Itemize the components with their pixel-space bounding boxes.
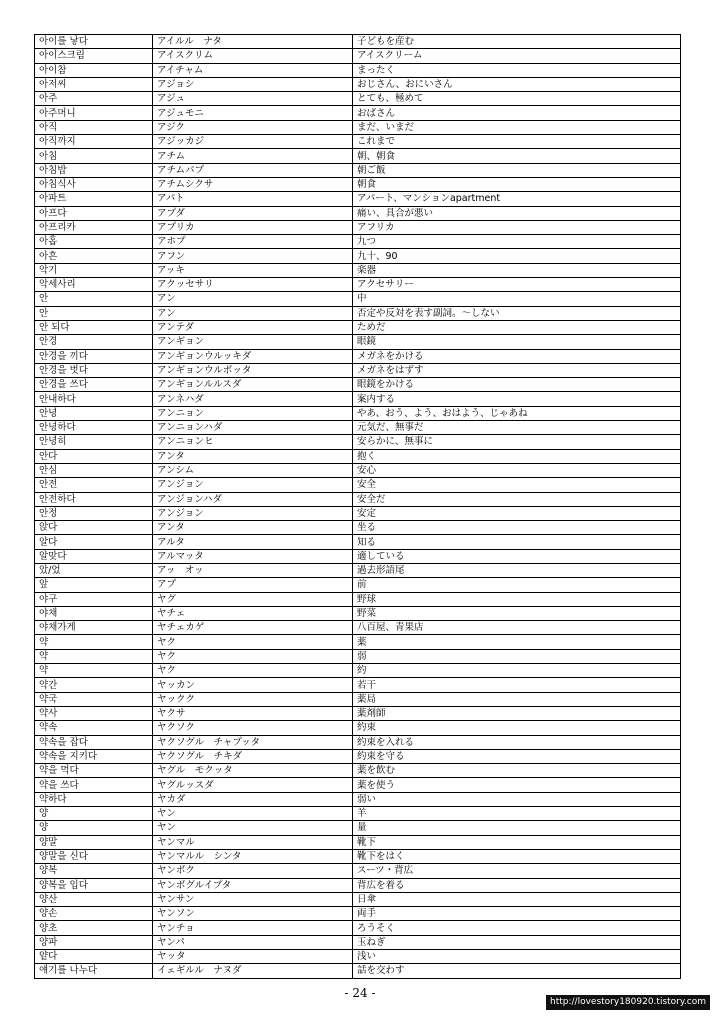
korean-word-cell: 아직까지 [35,135,153,149]
katakana-reading-cell: アイスクリム [153,49,353,63]
korean-word-cell: 안 되다 [35,320,153,334]
table-row [35,878,681,892]
watermark-url: http://lovestory180920.tistory.com [546,995,710,1010]
korean-word-cell: 안녕히 [35,435,153,449]
korean-word-cell: 약하다 [35,792,153,806]
japanese-meaning-cell: 朝ご飯 [353,163,681,177]
japanese-meaning-cell: おじさん、おにいさん [353,77,681,91]
katakana-reading-cell: アンギョンルルスダ [153,378,353,392]
japanese-meaning-cell: メガネをかける [353,349,681,363]
japanese-meaning-cell: 安定 [353,506,681,520]
japanese-meaning-cell: これまで [353,135,681,149]
katakana-reading-cell: ヤンチョ [153,921,353,935]
table-row [35,421,681,435]
katakana-reading-cell: ヤクソク [153,721,353,735]
table-row [35,35,681,49]
korean-word-cell: 야구 [35,592,153,606]
japanese-meaning-cell: 薬局 [353,692,681,706]
table-row [35,864,681,878]
katakana-reading-cell: ヤク [153,649,353,663]
table-row [35,363,681,377]
table-row [35,435,681,449]
korean-word-cell: 안경 [35,335,153,349]
table-row [35,749,681,763]
katakana-reading-cell: ヤクサ [153,706,353,720]
korean-word-cell: 아프다 [35,206,153,220]
table-row [35,292,681,306]
table-row [35,592,681,606]
table-row [35,764,681,778]
japanese-meaning-cell: とても、極めて [353,92,681,106]
table-row [35,706,681,720]
katakana-reading-cell: ヤッカン [153,678,353,692]
table-row [35,192,681,206]
katakana-reading-cell: アパト [153,192,353,206]
table-row [35,220,681,234]
table-row [35,49,681,63]
table-row [35,249,681,263]
katakana-reading-cell: アンニョン [153,406,353,420]
katakana-reading-cell: ヤンサン [153,892,353,906]
table-row [35,563,681,577]
korean-word-cell: 양 [35,821,153,835]
table-row [35,77,681,91]
table-row [35,649,681,663]
korean-word-cell: 알다 [35,535,153,549]
katakana-reading-cell: アンタ [153,521,353,535]
korean-word-cell: 약간 [35,678,153,692]
table-row [35,950,681,964]
table-row [35,892,681,906]
korean-word-cell: 양말 [35,835,153,849]
japanese-meaning-cell: 八百屋、青果店 [353,621,681,635]
table-row [35,235,681,249]
japanese-meaning-cell: 抱く [353,449,681,463]
katakana-reading-cell: アン [153,306,353,320]
katakana-reading-cell: アンギョン [153,335,353,349]
korean-word-cell: 아이를 낳다 [35,35,153,49]
japanese-meaning-cell: 話を交わす [353,964,681,978]
katakana-reading-cell: ヤクソグル チャプッタ [153,735,353,749]
katakana-reading-cell: ヤグルッスダ [153,778,353,792]
katakana-reading-cell: ヤンボグルイプタ [153,878,353,892]
katakana-reading-cell: アチム [153,149,353,163]
korean-word-cell: 안심 [35,463,153,477]
korean-word-cell: 아이스크림 [35,49,153,63]
table-row [35,149,681,163]
korean-word-cell: 아홉 [35,235,153,249]
table-row [35,349,681,363]
table-row [35,578,681,592]
korean-word-cell: 아흔 [35,249,153,263]
katakana-reading-cell: ヤンパ [153,935,353,949]
japanese-meaning-cell: 若干 [353,678,681,692]
japanese-meaning-cell: 朝、朝食 [353,149,681,163]
korean-word-cell: 앞 [35,578,153,592]
table-row [35,621,681,635]
japanese-meaning-cell: 安全だ [353,492,681,506]
japanese-meaning-cell: まだ、いまだ [353,120,681,134]
korean-word-cell: 아침 [35,149,153,163]
korean-word-cell: 양초 [35,921,153,935]
japanese-meaning-cell: 日傘 [353,892,681,906]
japanese-meaning-cell: 約束を入れる [353,735,681,749]
korean-word-cell: 얕다 [35,950,153,964]
table-row [35,521,681,535]
table-row [35,492,681,506]
japanese-meaning-cell: メガネをはずす [353,363,681,377]
korean-word-cell: 아프리카 [35,220,153,234]
japanese-meaning-cell: 中 [353,292,681,306]
table-row [35,463,681,477]
katakana-reading-cell: ヤク [153,664,353,678]
korean-word-cell: 안 [35,306,153,320]
table-row [35,92,681,106]
japanese-meaning-cell: スーツ・背広 [353,864,681,878]
japanese-meaning-cell: 約束 [353,721,681,735]
korean-word-cell: 안녕하다 [35,421,153,435]
korean-word-cell: 안녕 [35,406,153,420]
japanese-meaning-cell: 薬を使う [353,778,681,792]
korean-word-cell: 아파트 [35,192,153,206]
katakana-reading-cell: ヤグ [153,592,353,606]
japanese-meaning-cell: アパート、マンションapartment [353,192,681,206]
korean-word-cell: 얘기를 나누다 [35,964,153,978]
table-row [35,320,681,334]
katakana-reading-cell: アイルル ナタ [153,35,353,49]
katakana-reading-cell: イェギルル ナヌダ [153,964,353,978]
korean-word-cell: 야채 [35,606,153,620]
korean-word-cell: 안경을 벗다 [35,363,153,377]
table-row [35,120,681,134]
korean-word-cell: 안경을 끼다 [35,349,153,363]
korean-word-cell: 안전 [35,478,153,492]
katakana-reading-cell: アンタ [153,449,353,463]
japanese-meaning-cell: 案内する [353,392,681,406]
katakana-reading-cell: アクッセサリ [153,278,353,292]
japanese-meaning-cell: 靴下をはく [353,849,681,863]
korean-word-cell: 약 [35,649,153,663]
katakana-reading-cell: アンニョンハダ [153,421,353,435]
korean-word-cell: 아저씨 [35,77,153,91]
katakana-reading-cell: ヤチェカゲ [153,621,353,635]
katakana-reading-cell: アプダ [153,206,353,220]
korean-word-cell: 약사 [35,706,153,720]
japanese-meaning-cell: 約束を守る [353,749,681,763]
korean-word-cell: 앉다 [35,521,153,535]
korean-word-cell: 양 [35,807,153,821]
table-row [35,535,681,549]
katakana-reading-cell: アジク [153,120,353,134]
katakana-reading-cell: アチムパプ [153,163,353,177]
katakana-reading-cell: アッ オッ [153,563,353,577]
japanese-meaning-cell: 九つ [353,235,681,249]
korean-word-cell: 양복 [35,864,153,878]
japanese-meaning-cell: 朝食 [353,177,681,191]
korean-word-cell: 안경을 쓰다 [35,378,153,392]
page-number: - 24 - [344,986,376,1000]
table-row [35,935,681,949]
korean-word-cell: 약을 쓰다 [35,778,153,792]
table-row [35,735,681,749]
table-row [35,106,681,120]
japanese-meaning-cell: 楽器 [353,263,681,277]
japanese-meaning-cell: 背広を着る [353,878,681,892]
japanese-meaning-cell: 否定や反対を表す副詞。～しない [353,306,681,320]
table-row [35,449,681,463]
katakana-reading-cell: アンギョンウルッキダ [153,349,353,363]
table-row [35,678,681,692]
katakana-reading-cell: ヤカダ [153,792,353,806]
katakana-reading-cell: ヤンマル [153,835,353,849]
katakana-reading-cell: アンニョンヒ [153,435,353,449]
katakana-reading-cell: アイチャム [153,63,353,77]
katakana-reading-cell: アルマッタ [153,549,353,563]
korean-word-cell: 안전하다 [35,492,153,506]
japanese-meaning-cell: 野菜 [353,606,681,620]
korean-word-cell: 았/었 [35,563,153,577]
table-row [35,549,681,563]
table-row [35,392,681,406]
table-row [35,964,681,978]
japanese-meaning-cell: 靴下 [353,835,681,849]
table-row [35,807,681,821]
katakana-reading-cell: ヤン [153,821,353,835]
table-row [35,335,681,349]
katakana-reading-cell: アプリカ [153,220,353,234]
japanese-meaning-cell: 羊 [353,807,681,821]
japanese-meaning-cell: アフリカ [353,220,681,234]
table-row [35,506,681,520]
katakana-reading-cell: アンシム [153,463,353,477]
table-row [35,635,681,649]
katakana-reading-cell: アルタ [153,535,353,549]
japanese-meaning-cell: 過去形語尾 [353,563,681,577]
katakana-reading-cell: アンネハダ [153,392,353,406]
japanese-meaning-cell: 薬を飲む [353,764,681,778]
japanese-meaning-cell: 適している [353,549,681,563]
japanese-meaning-cell: 量 [353,821,681,835]
japanese-meaning-cell: やあ、おう、よう、おはよう、じゃあね [353,406,681,420]
japanese-meaning-cell: おばさん [353,106,681,120]
korean-word-cell: 약속을 지키다 [35,749,153,763]
katakana-reading-cell: アホプ [153,235,353,249]
korean-word-cell: 아주머니 [35,106,153,120]
japanese-meaning-cell: 九十、90 [353,249,681,263]
table-row [35,835,681,849]
japanese-meaning-cell: 知る [353,535,681,549]
korean-word-cell: 약속을 잡다 [35,735,153,749]
katakana-reading-cell: ヤク [153,635,353,649]
korean-word-cell: 약 [35,635,153,649]
katakana-reading-cell: アンギョンウルポッタ [153,363,353,377]
japanese-meaning-cell: 子どもを産む [353,35,681,49]
korean-word-cell: 아직 [35,120,153,134]
table-row [35,63,681,77]
japanese-meaning-cell: 坐る [353,521,681,535]
katakana-reading-cell: アジョシ [153,77,353,91]
katakana-reading-cell: ヤチェ [153,606,353,620]
table-row [35,263,681,277]
korean-word-cell: 안정 [35,506,153,520]
katakana-reading-cell: アジッカジ [153,135,353,149]
japanese-meaning-cell: 安らかに、無事に [353,435,681,449]
table-row [35,163,681,177]
table-row [35,378,681,392]
korean-word-cell: 야채가게 [35,621,153,635]
korean-word-cell: 악세사리 [35,278,153,292]
katakana-reading-cell: アジュモニ [153,106,353,120]
japanese-meaning-cell: 両手 [353,907,681,921]
japanese-meaning-cell: 安全 [353,478,681,492]
katakana-reading-cell: アンジョンハダ [153,492,353,506]
katakana-reading-cell: アンテダ [153,320,353,334]
japanese-meaning-cell: ろうそく [353,921,681,935]
japanese-meaning-cell: 薬 [353,635,681,649]
katakana-reading-cell: アンジョン [153,478,353,492]
katakana-reading-cell: ヤンマルル シンタ [153,849,353,863]
japanese-meaning-cell: 痛い、具合が悪い [353,206,681,220]
katakana-reading-cell: アンジョン [153,506,353,520]
katakana-reading-cell: ヤックク [153,692,353,706]
korean-word-cell: 약 [35,664,153,678]
japanese-meaning-cell: 眼鏡をかける [353,378,681,392]
korean-word-cell: 알맞다 [35,549,153,563]
korean-word-cell: 악기 [35,263,153,277]
japanese-meaning-cell: 浅い [353,950,681,964]
korean-word-cell: 아침식사 [35,177,153,191]
japanese-meaning-cell: 眼鏡 [353,335,681,349]
korean-word-cell: 약을 먹다 [35,764,153,778]
table-row [35,778,681,792]
table-row [35,278,681,292]
table-row [35,206,681,220]
table-row [35,907,681,921]
vocabulary-table-body [35,35,681,979]
japanese-meaning-cell: ためだ [353,320,681,334]
table-row [35,306,681,320]
korean-word-cell: 약속 [35,721,153,735]
korean-word-cell: 양복을 입다 [35,878,153,892]
katakana-reading-cell: アフン [153,249,353,263]
table-row [35,921,681,935]
korean-word-cell: 양산 [35,892,153,906]
table-row [35,177,681,191]
table-row [35,692,681,706]
table-row [35,406,681,420]
katakana-reading-cell: ヤッタ [153,950,353,964]
katakana-reading-cell: アチムシクサ [153,177,353,191]
japanese-meaning-cell: 弱い [353,792,681,806]
korean-word-cell: 안다 [35,449,153,463]
korean-word-cell: 아이참 [35,63,153,77]
korean-word-cell: 양파 [35,935,153,949]
japanese-meaning-cell: 安心 [353,463,681,477]
table-row [35,849,681,863]
japanese-meaning-cell: 玉ねぎ [353,935,681,949]
katakana-reading-cell: アッキ [153,263,353,277]
katakana-reading-cell: ヤン [153,807,353,821]
table-row [35,606,681,620]
japanese-meaning-cell: アイスクリーム [353,49,681,63]
table-row [35,721,681,735]
table-row [35,135,681,149]
table-row [35,478,681,492]
katakana-reading-cell: アプ [153,578,353,592]
korean-word-cell: 아주 [35,92,153,106]
japanese-meaning-cell: 野球 [353,592,681,606]
korean-word-cell: 양말을 신다 [35,849,153,863]
japanese-meaning-cell: 約 [353,664,681,678]
korean-word-cell: 아침밥 [35,163,153,177]
katakana-reading-cell: ヤグル モクッタ [153,764,353,778]
table-row [35,664,681,678]
katakana-reading-cell: アジュ [153,92,353,106]
japanese-meaning-cell: 元気だ、無事だ [353,421,681,435]
korean-word-cell: 안내하다 [35,392,153,406]
japanese-meaning-cell: アクセサリー [353,278,681,292]
table-row [35,792,681,806]
katakana-reading-cell: ヤンソン [153,907,353,921]
japanese-meaning-cell: 前 [353,578,681,592]
japanese-meaning-cell: 弱 [353,649,681,663]
katakana-reading-cell: ヤンボク [153,864,353,878]
vocabulary-table [34,34,681,979]
japanese-meaning-cell: 薬剤師 [353,706,681,720]
korean-word-cell: 안 [35,292,153,306]
table-row [35,821,681,835]
katakana-reading-cell: ヤクソグル チキダ [153,749,353,763]
japanese-meaning-cell: まったく [353,63,681,77]
korean-word-cell: 약국 [35,692,153,706]
korean-word-cell: 양손 [35,907,153,921]
katakana-reading-cell: アン [153,292,353,306]
